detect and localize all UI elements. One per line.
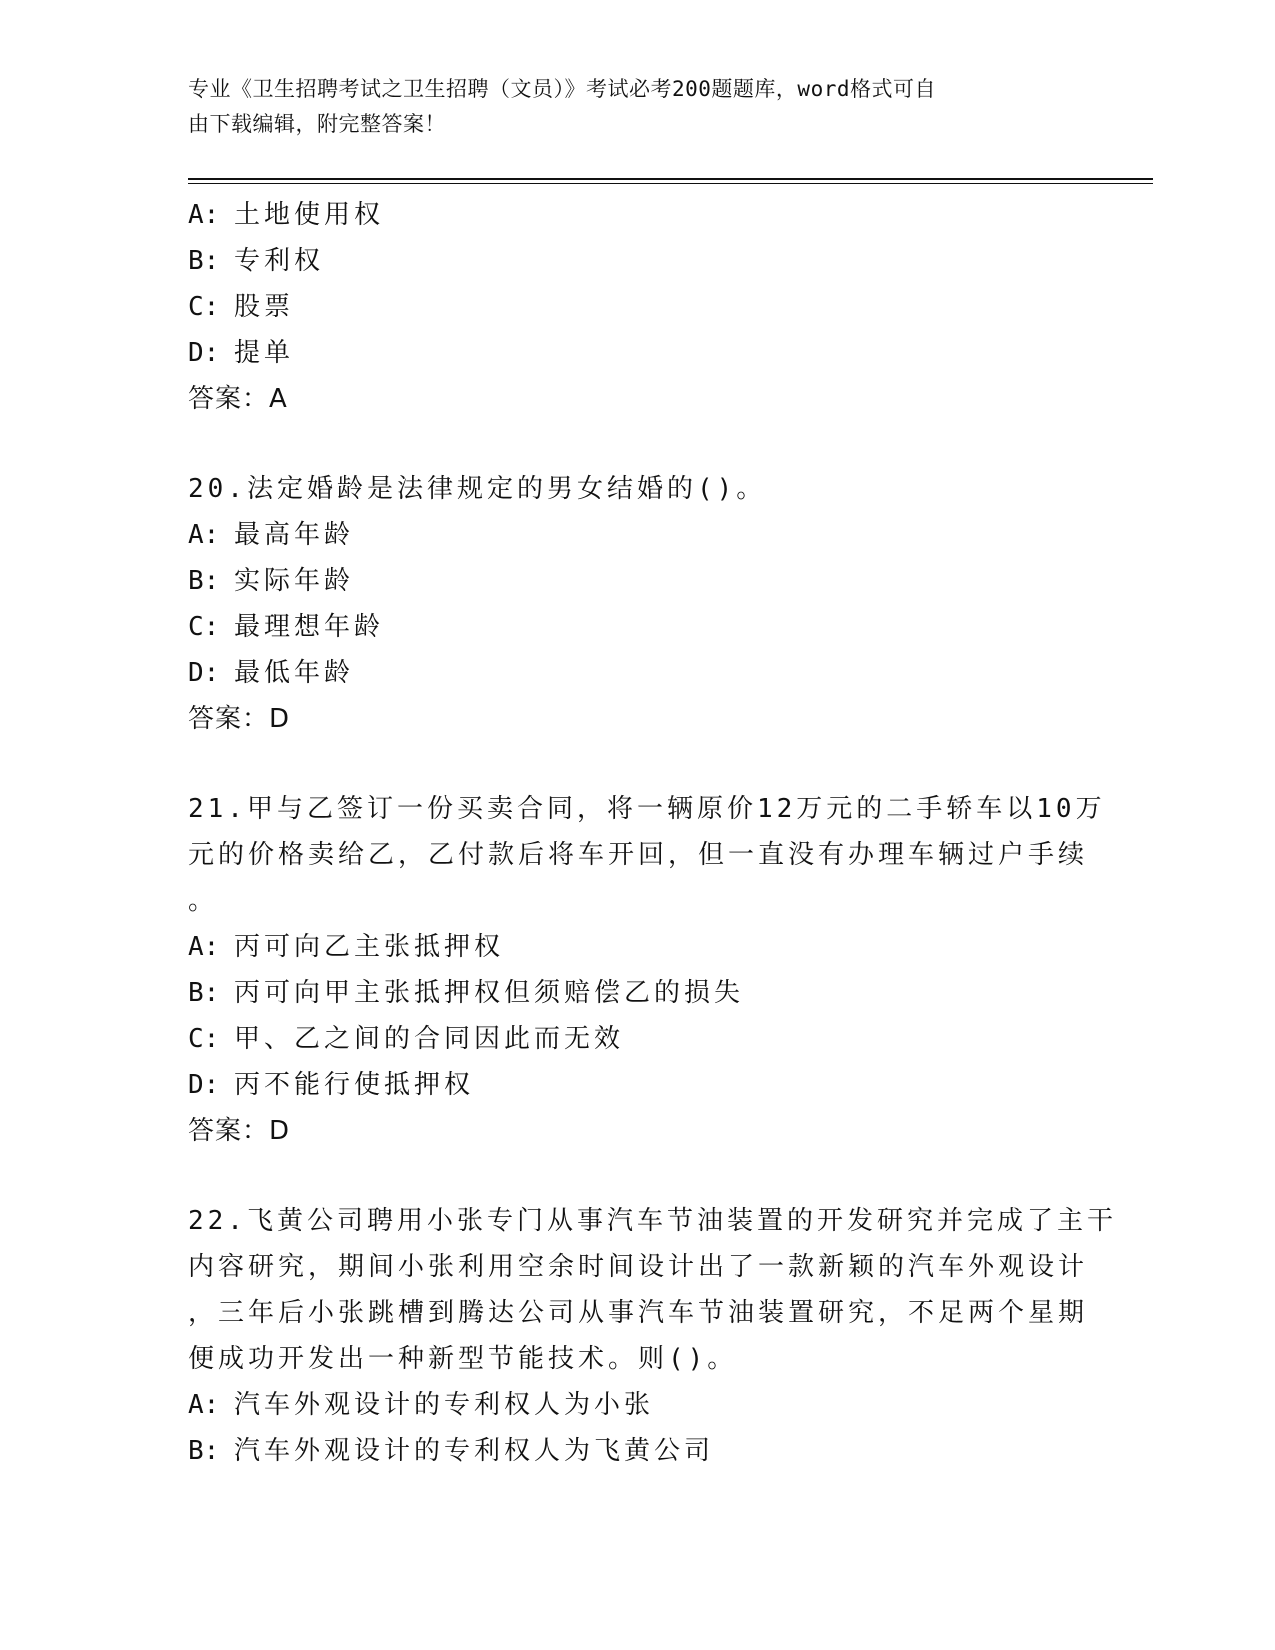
option-label: B: <box>188 1436 220 1466</box>
question-19-block <box>188 192 1078 422</box>
option-label: A: <box>188 1390 220 1420</box>
answer-line: 答案：D <box>188 1116 291 1146</box>
option-label: D: <box>188 338 220 368</box>
document-body <box>188 192 1117 1474</box>
option-label: B: <box>188 978 220 1008</box>
question-stem: 内容研究，期间小张利用空余时间设计出了一款新颖的汽车外观设计 <box>188 1252 1089 1282</box>
question-stem: 元的价格卖给乙，乙付款后将车开回，但一直没有办理车辆过户手续 <box>188 840 1089 870</box>
option-text: 最高年龄 <box>234 520 355 550</box>
option-c <box>188 1016 1078 1062</box>
header-line-1: 专业《卫生招聘考试之卫生招聘（文员）》考试必考200题题库，word格式可自 <box>188 77 936 101</box>
option-a <box>188 1382 1078 1428</box>
option-a <box>188 192 1078 238</box>
option-b <box>188 1428 1078 1474</box>
option-label: D: <box>188 1070 220 1100</box>
question-21-block <box>188 786 1106 1154</box>
option-text: 提单 <box>234 338 295 368</box>
question-stem: 22.飞黄公司聘用小张专门从事汽车节油装置的开发研究并完成了主干 <box>188 1206 1117 1236</box>
option-label: C: <box>188 612 220 642</box>
option-c <box>188 284 1078 330</box>
option-label: C: <box>188 1024 220 1054</box>
question-22-block <box>188 1198 1117 1474</box>
option-text: 股票 <box>234 292 295 322</box>
spacer <box>188 422 1078 466</box>
option-text: 实际年龄 <box>234 566 355 596</box>
question-stem: 便成功开发出一种新型节能技术。则()。 <box>188 1344 738 1374</box>
option-text: 最理想年龄 <box>234 612 385 642</box>
option-c <box>188 604 1078 650</box>
option-label: B: <box>188 246 220 276</box>
option-a <box>188 924 1078 970</box>
option-text: 专利权 <box>234 246 325 276</box>
option-label: B: <box>188 566 220 596</box>
question-stem: 21.甲与乙签订一份买卖合同，将一辆原价12万元的二手轿车以10万 <box>188 794 1106 824</box>
option-text: 丙可向乙主张抵押权 <box>234 932 505 962</box>
option-b <box>188 970 1078 1016</box>
question-stem: ，三年后小张跳槽到腾达公司从事汽车节油装置研究，不足两个星期 <box>188 1298 1089 1328</box>
option-label: A: <box>188 200 220 230</box>
option-text: 汽车外观设计的专利权人为飞黄公司 <box>234 1436 715 1466</box>
option-label: C: <box>188 292 220 322</box>
document-header <box>188 72 1068 142</box>
option-b <box>188 238 1078 284</box>
option-text: 土地使用权 <box>234 200 385 230</box>
question-20-block <box>188 466 1078 742</box>
option-label: A: <box>188 520 220 550</box>
option-text: 丙可向甲主张抵押权但须赔偿乙的损失 <box>234 978 745 1008</box>
option-label: A: <box>188 932 220 962</box>
option-d <box>188 1062 1078 1108</box>
header-rule-thin <box>188 183 1153 184</box>
question-stem: 。 <box>188 886 219 916</box>
spacer <box>188 742 1078 786</box>
option-d <box>188 330 1078 376</box>
option-text: 丙不能行使抵押权 <box>234 1070 475 1100</box>
spacer <box>188 1154 1078 1198</box>
option-b <box>188 558 1078 604</box>
answer-line: 答案：A <box>188 384 288 414</box>
option-a <box>188 512 1078 558</box>
option-d <box>188 650 1078 696</box>
option-text: 汽车外观设计的专利权人为小张 <box>234 1390 655 1420</box>
answer-line: 答案：D <box>188 704 291 734</box>
question-stem: 20.法定婚龄是法律规定的男女结婚的()。 <box>188 474 767 504</box>
header-line-2: 由下载编辑，附完整答案！ <box>188 112 446 136</box>
option-text: 最低年龄 <box>234 658 355 688</box>
header-rule-thick <box>188 178 1153 180</box>
option-label: D: <box>188 658 220 688</box>
option-text: 甲、乙之间的合同因此而无效 <box>234 1024 625 1054</box>
